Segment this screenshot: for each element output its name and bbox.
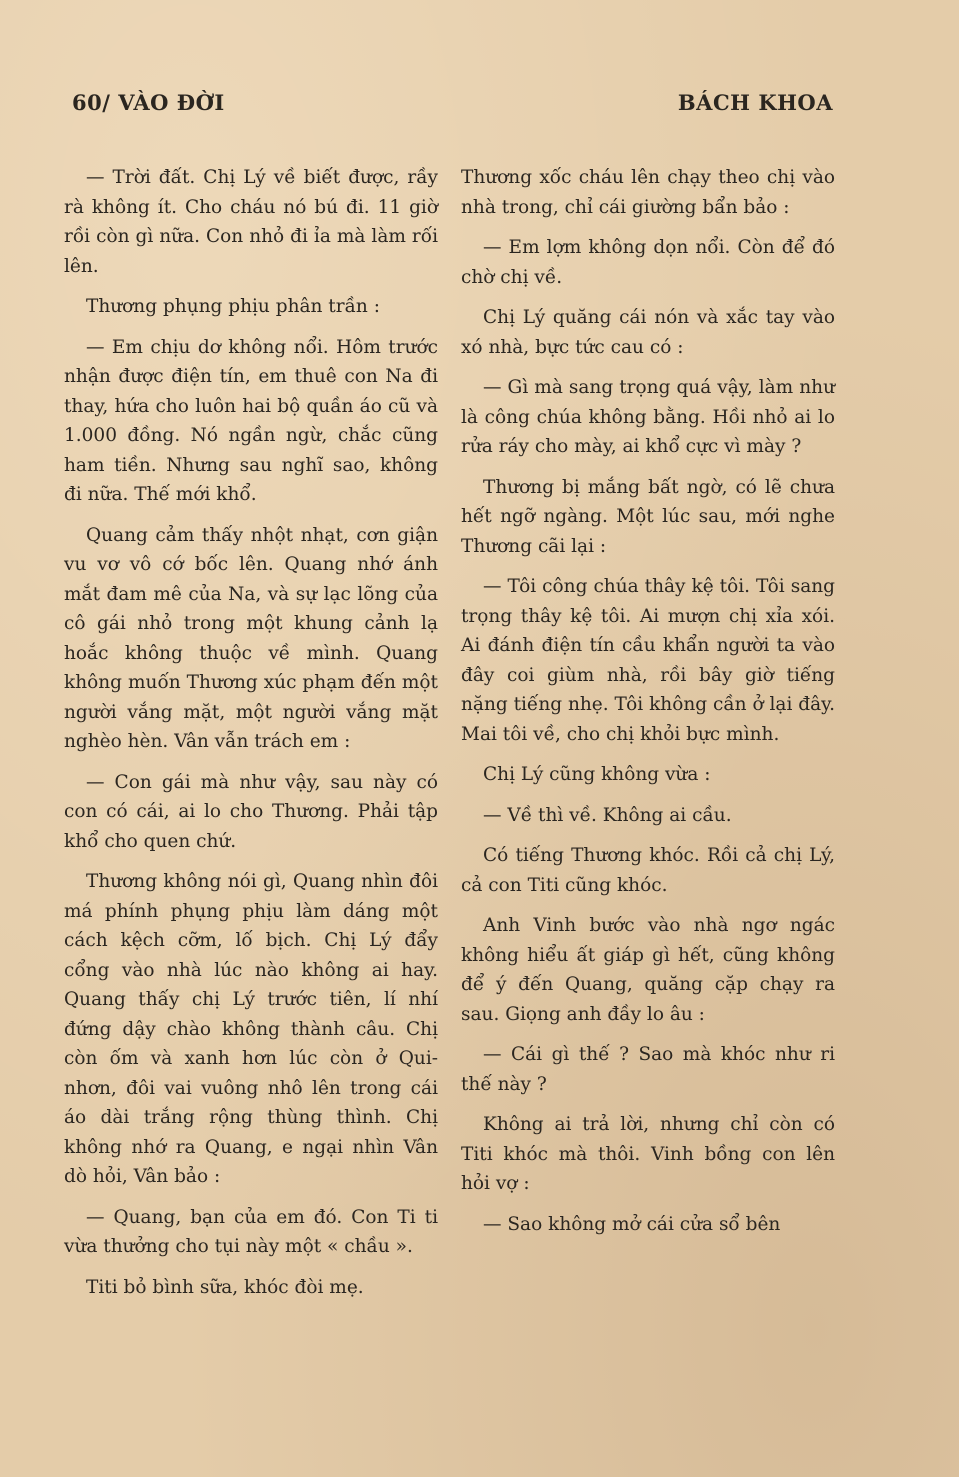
page-number-header: 60/ VÀO ĐỜI — [72, 90, 225, 115]
paragraph: — Gì mà sang trọng quá vậy, làm như là công chúa không bằng. Hồi nhỏ ai lo rửa ráy cho mày, ai khổ cực vì mày ? — [461, 377, 835, 457]
paragraph: Thương bị mắng bất ngờ, có lẽ chưa hết ngỡ ngàng. Một lúc sau, mới nghe Thương cãi lại : — [461, 476, 835, 557]
paragraph: Thương phụng phịu phân trần : — [86, 296, 380, 317]
paragraph: Quang cảm thấy nhột nhạt, cơn giận vu vơ vô cớ bốc lên. Quang nhớ ánh mắt đam mê của Na, và sự lạc lõng của cô gái nhỏ trong một khung cảnh lạ hoắc không thuộc về mình. Quang không muốn Thương xúc phạm đến một người vắng mặt, một người vắng mặt nghèo hèn. Vân vẫn trách em : — [64, 524, 438, 752]
paragraph: — Em lợm không dọn nổi. Còn để đó chờ chị về. — [461, 237, 835, 288]
left-column — [64, 163, 438, 1313]
paragraph: — Cái gì thế ? Sao mà khóc như ri thế này ? — [461, 1044, 835, 1095]
paragraph: Chị Lý cũng không vừa : — [483, 764, 711, 785]
paragraph: — Sao không mở cái cửa sổ bên — [483, 1213, 781, 1235]
paragraph: — Về thì về. Không ai cầu. — [483, 804, 732, 826]
paragraph: — Quang, bạn của em đó. Con Ti ti vừa thưởng cho tụi này một « chầu ». — [64, 1206, 438, 1257]
paragraph: Chị Lý quăng cái nón và xắc tay vào xó nhà, bực tức cau có : — [461, 307, 835, 358]
paragraph: — Con gái mà như vậy, sau này có con có cái, ai lo cho Thương. Phải tập khổ cho quen chứ. — [64, 771, 438, 852]
paragraph: — Em chịu dơ không nổi. Hôm trước nhận được điện tín, em thuê con Na đi thay, hứa cho luôn hai bộ quần áo cũ và 1.000 đồng. Nó ngần ngừ, chắc cũng ham tiền. Nhưng sau nghĩ sao, không đi nữa. Thế mới khổ. — [64, 336, 438, 505]
magazine-title-header: BÁCH KHOA — [677, 90, 833, 115]
paragraph: Thương không nói gì, Quang nhìn đôi má phính phụng phịu làm dáng một cách kệch cỡm, lố bịch. Chị Lý đẩy cổng vào nhà lúc nào không ai hay. Quang thấy chị Lý trước tiên, lí nhí đứng dậy chào không thành câu. Chị còn ốm và xanh hơn lúc còn ở Qui-nhơn, đôi vai vuông nhô lên trong cái áo dài trắng rộng thùng thình. Chị không nhớ ra Quang, e ngại nhìn Vân dò hỏi, Vân bảo : — [64, 871, 438, 1187]
paragraph: Có tiếng Thương khóc. Rồi cả chị Lý, cả con Titi cũng khóc. — [461, 845, 835, 896]
paragraph: Thương xốc cháu lên chạy theo chị vào nhà trong, chỉ cái giường bẩn bảo : — [461, 167, 835, 218]
right-column — [461, 163, 835, 1250]
paragraph: Anh Vinh bước vào nhà ngơ ngác không hiểu ất giáp gì hết, cũng không để ý đến Quang, quăng cặp chạy ra sau. Giọng anh đầy lo âu : — [461, 915, 835, 1025]
paragraph: — Trời đất. Chị Lý về biết được, rầy rà không ít. Cho cháu nó bú đi. 11 giờ rồi còn gì nữa. Con nhỏ đi ỉa mà làm rối lên. — [64, 167, 438, 277]
paragraph: — Tôi công chúa thây kệ tôi. Tôi sang trọng thây kệ tôi. Ai mượn chị xỉa xói. Ai đánh điện tín cầu khẩn người ta vào đây coi giùm nhà, rồi bây giờ tiếng nặng tiếng nhẹ. Tôi không cần ở lại đây. Mai tôi về, cho chị khỏi bực mình. — [461, 576, 835, 745]
paragraph: Titi bỏ bình sữa, khóc đòi mẹ. — [86, 1276, 364, 1298]
paragraph: Không ai trả lời, nhưng chỉ còn có Titi khóc mà thôi. Vinh bồng con lên hỏi vợ : — [461, 1114, 835, 1194]
